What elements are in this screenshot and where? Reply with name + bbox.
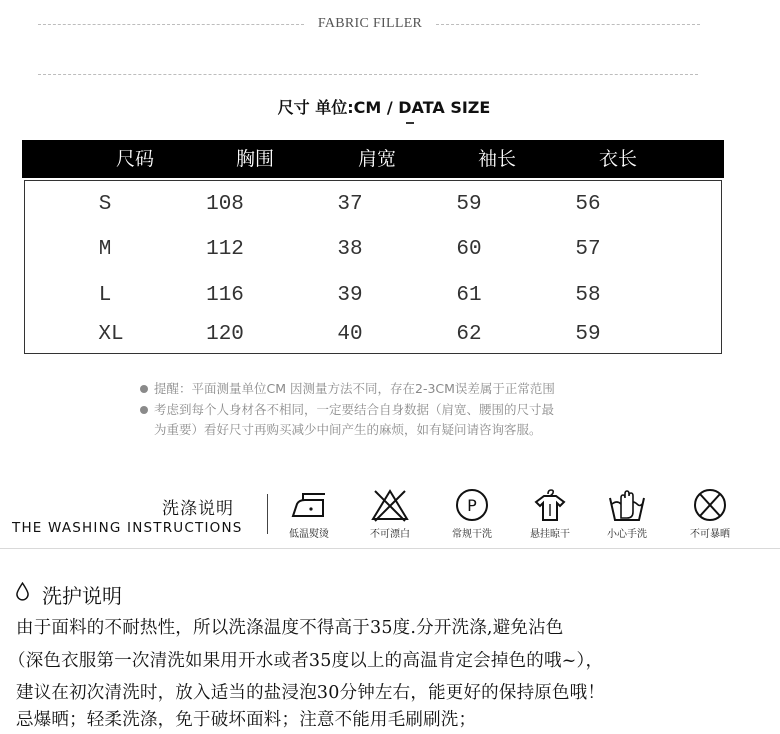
size-table-body: [24, 180, 722, 354]
washing-title-cn: 洗涤说明: [162, 499, 234, 519]
table-cell: 57: [575, 238, 601, 261]
table-cell: S: [98, 193, 112, 216]
table-cell: L: [98, 284, 112, 307]
column-header-length: 衣长: [598, 148, 637, 170]
no-bleach-label: 不可漂白: [370, 529, 410, 540]
hang-dry-label: 悬挂晾干: [530, 529, 570, 540]
care-text-line: （深色衣服第一次清洗如果用开水或者35度以上的高温肯定会掉色的哦~），: [8, 651, 604, 671]
dry-clean-symbol: P: [467, 496, 477, 515]
care-title: 洗护说明: [42, 584, 122, 608]
table-cell: 59: [575, 323, 601, 346]
no-sun-label: 不可暴晒: [690, 529, 730, 540]
table-cell: 61: [456, 284, 482, 307]
washing-section-rule: [0, 548, 780, 549]
dry-clean-label: 常规干洗: [452, 529, 492, 540]
care-text-line: 建议在初次清洗时，放入适当的盐浸泡30分钟左右，能更好的保持原色哦！: [16, 683, 606, 703]
table-cell: 112: [206, 238, 244, 261]
column-header-sleeve: 袖长: [477, 148, 516, 170]
title-underline: [406, 122, 414, 124]
no-sun-icon: [690, 488, 730, 522]
table-cell: XL: [98, 323, 124, 346]
table-cell: M: [98, 238, 112, 261]
iron-icon: [289, 488, 329, 522]
measurement-note: 提醒：平面测量单位CM 因测量方法不同，存在2-3CM误差属于正常范围: [154, 381, 555, 396]
iron-label: 低温熨烫: [289, 529, 329, 540]
column-header-shoulder: 肩宽: [357, 148, 396, 170]
table-cell: 60: [456, 238, 482, 261]
table-cell: 38: [337, 238, 363, 261]
hand-wash-icon: [607, 488, 647, 522]
column-header-chest: 胸围: [235, 148, 274, 170]
fabric-filler-title: FABRIC FILLER: [317, 16, 423, 31]
table-cell: 56: [575, 193, 601, 216]
water-drop-icon: [16, 582, 29, 601]
size-table-header: [22, 140, 724, 178]
fit-note-line1: 考虑到每个人身材各不相同，一定要结合自身数据（肩宽、腰围的尺寸最: [154, 402, 555, 417]
hang-dry-icon: [530, 488, 570, 522]
care-text-line: 忌爆晒；轻柔洗涤，免于破坏面料；注意不能用毛刷刷洗；: [16, 710, 477, 730]
table-cell: 62: [456, 323, 482, 346]
table-cell: 108: [206, 193, 244, 216]
fit-note-line2: 为重要）看好尺寸再购买减少中间产生的麻烦，如有疑问请咨询客服。: [154, 422, 542, 437]
note-bullet: [140, 406, 148, 414]
table-cell: 40: [337, 323, 363, 346]
no-bleach-icon: [370, 488, 410, 522]
washing-divider: [267, 494, 268, 534]
care-text-line: 由于面料的不耐热性，所以洗涤温度不得高于35度.分开洗涤,避免沾色: [16, 618, 564, 638]
table-cell: 39: [337, 284, 363, 307]
size-chart-title: 尺寸 单位:CM / DATA SIZE: [277, 98, 491, 117]
header-bottom-rule: [38, 74, 698, 75]
table-cell: 58: [575, 284, 601, 307]
table-cell: 120: [206, 323, 244, 346]
washing-title-en: THE WASHING INSTRUCTIONS: [12, 520, 243, 536]
column-header-size: 尺码: [115, 148, 154, 170]
table-cell: 37: [337, 193, 363, 216]
dry-clean-icon: [452, 488, 492, 522]
hand-wash-label: 小心手洗: [607, 529, 647, 540]
note-bullet: [140, 385, 148, 393]
table-cell: 116: [206, 284, 244, 307]
table-cell: 59: [456, 193, 482, 216]
